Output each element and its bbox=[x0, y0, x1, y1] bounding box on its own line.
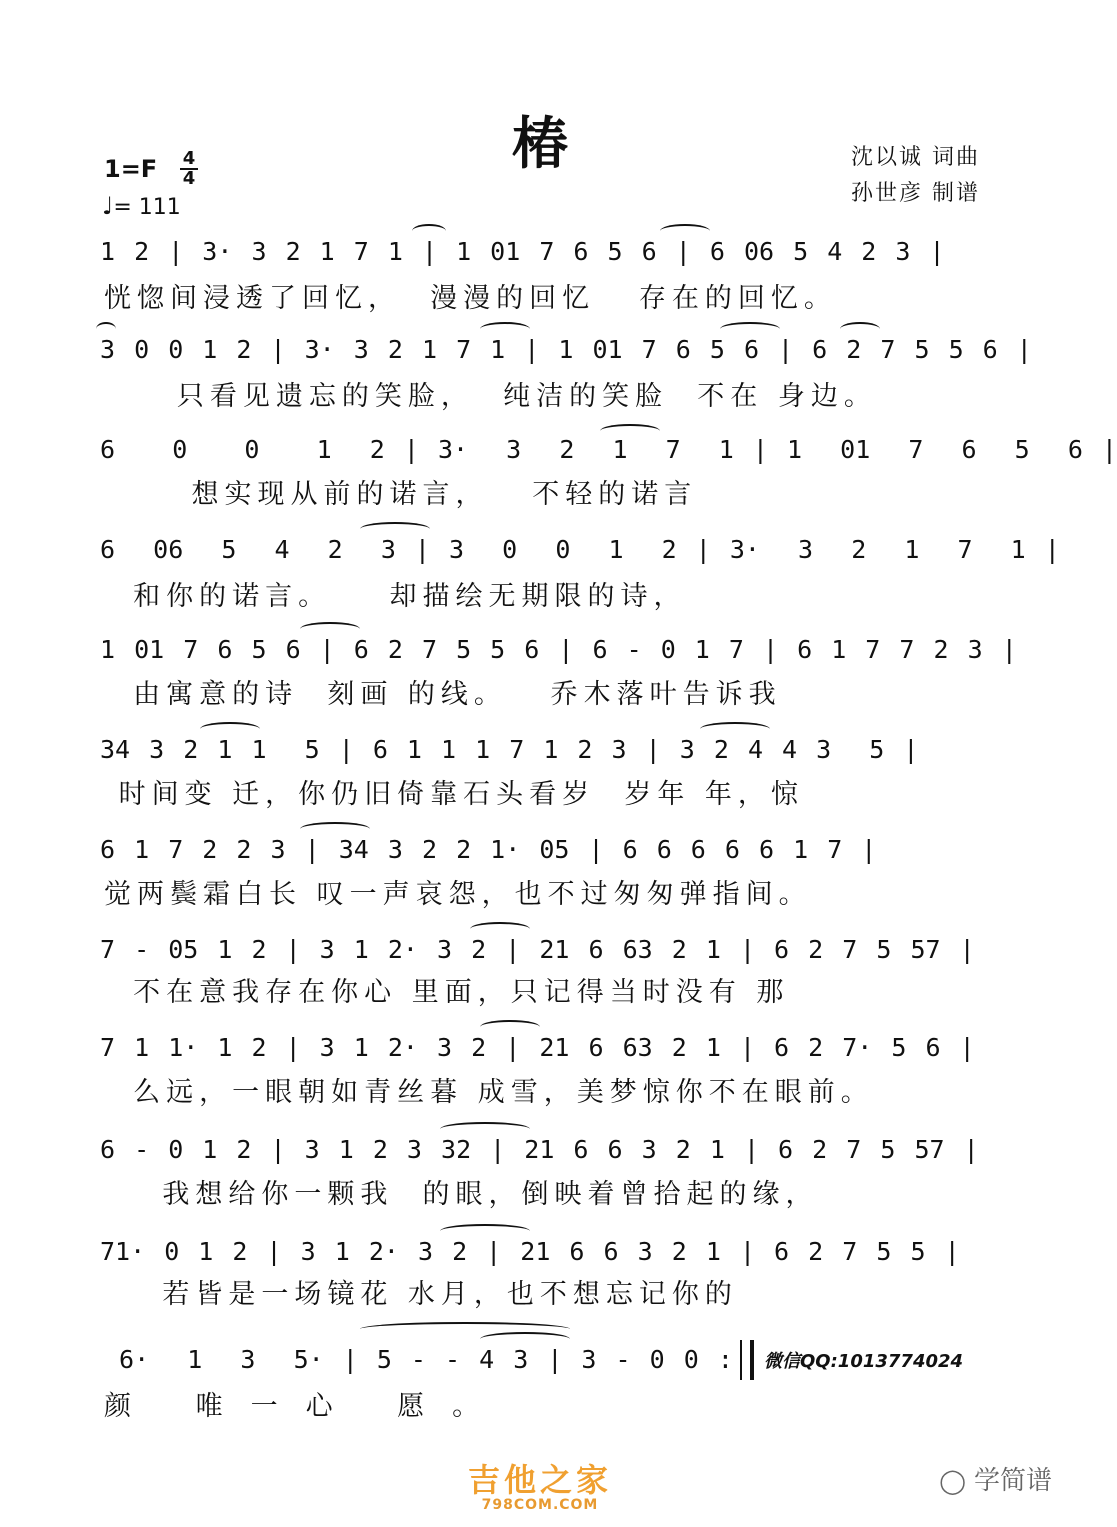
notation-line-12: 6· 1 3 5· | 5 - - 4 3 | 3 - 0 0 : bbox=[100, 1345, 733, 1374]
tie-mark bbox=[300, 622, 360, 636]
tempo-value: = 111 bbox=[113, 195, 181, 220]
notation-line-8: 7 - 05 1 2 | 3 1 2· 3 2 | 21 6 63 2 1 | 6 2 7 5 57 | bbox=[100, 935, 975, 964]
wechat-icon: ◯ bbox=[939, 1467, 966, 1495]
notation-line-2: 3 0 0 1 2 | 3· 3 2 1 7 1 | 1 01 7 6 5 6 | 6 2 7 5 5 6 | bbox=[100, 335, 1032, 364]
tie-mark bbox=[96, 322, 116, 336]
tie-mark bbox=[720, 322, 780, 336]
lyric-line-12: 颜 唯一心 愿。 bbox=[104, 1391, 508, 1422]
tie-mark bbox=[660, 224, 710, 238]
tie-mark bbox=[412, 224, 446, 238]
tie-mark bbox=[700, 722, 770, 736]
tie-mark bbox=[200, 722, 260, 736]
key-signature: 1=F bbox=[104, 155, 158, 183]
tempo-marking bbox=[102, 192, 181, 220]
watermark-account-label: 学简谱 bbox=[973, 1466, 1052, 1496]
tie-mark bbox=[480, 1020, 540, 1034]
lyric-line-10: 我想给你一颗我 的眼，倒映着曾拾起的缘， bbox=[104, 1179, 819, 1210]
lyric-line-3: 想实现从前的诺言， 不轻的诺言 bbox=[104, 479, 698, 510]
watermark-account bbox=[939, 1460, 1052, 1497]
tie-mark bbox=[840, 322, 880, 336]
tie-mark bbox=[600, 424, 660, 438]
watermark-url: 798COM.COM bbox=[481, 1497, 599, 1513]
notation-line-3: 6 0 0 1 2 | 3· 3 2 1 7 1 | 1 01 7 6 5 6 | bbox=[100, 435, 1117, 464]
lyric-line-8: 不在意我存在你心 里面，只记得当时没有 那 bbox=[104, 977, 790, 1008]
tie-mark bbox=[300, 822, 370, 836]
time-signature bbox=[178, 150, 200, 188]
lyric-line-6: 时间变 迁，你仍旧倚靠石头看岁 岁年 年，惊 bbox=[104, 779, 804, 810]
tie-mark bbox=[440, 1224, 530, 1238]
notation-line-9: 7 1 1· 1 2 | 3 1 2· 3 2 | 21 6 63 2 1 | 6 2 7· 5 6 | bbox=[100, 1033, 975, 1062]
credit-lyrics-music: 沈以诚 词曲 bbox=[851, 145, 980, 170]
lyric-line-5: 由寓意的诗 刻画 的线。 乔木落叶告诉我 bbox=[104, 679, 782, 710]
lyric-line-2: 只看见遗忘的笑脸， 纯洁的笑脸 不在 身边。 bbox=[104, 381, 877, 412]
credit-notation: 孙世彦 制谱 bbox=[851, 181, 980, 206]
lyric-line-11: 若皆是一场镜花 水月，也不想忘记你的 bbox=[104, 1279, 738, 1310]
notation-line-4: 6 06 5 4 2 3 | 3 0 0 1 2 | 3· 3 2 1 7 1 | bbox=[100, 535, 1060, 564]
tie-mark bbox=[440, 1122, 530, 1136]
slur-mark bbox=[480, 1332, 570, 1346]
lyric-line-1: 恍惚间浸透了回忆， 漫漫的回忆 存在的回忆。 bbox=[104, 283, 837, 314]
contact-info: 微信QQ:1013774024 bbox=[764, 1351, 964, 1372]
notation-line-7: 6 1 7 2 2 3 | 34 3 2 2 1· 05 | 6 6 6 6 6 1 7 | bbox=[100, 835, 877, 864]
meter-top: 4 bbox=[182, 148, 196, 169]
notation-line-11: 71· 0 1 2 | 3 1 2· 3 2 | 21 6 6 3 2 1 | 6 2 7 5 5 | bbox=[100, 1237, 960, 1266]
quarter-note-icon: ♩ bbox=[102, 192, 114, 220]
lyric-line-7: 觉两鬓霜白长 叹一声哀怨，也不过匆匆弹指间。 bbox=[104, 879, 812, 910]
notation-line-6: 34 3 2 1 1 5 | 6 1 1 1 7 1 2 3 | 3 2 4 4 3 5 | bbox=[100, 735, 919, 764]
notation-line-10: 6 - 0 1 2 | 3 1 2 3 32 | 21 6 6 3 2 1 | 6 2 7 5 57 | bbox=[100, 1135, 979, 1164]
notation-line-1: 1 2 | 3· 3 2 1 7 1 | 1 01 7 6 5 6 | 6 06 5 4 2 3 | bbox=[100, 237, 945, 266]
watermark-site: 吉他之家 bbox=[467, 1461, 612, 1499]
lyric-line-9: 么远，一眼朝如青丝暮 成雪，美梦惊你不在眼前。 bbox=[104, 1077, 874, 1108]
page-title: 椿 bbox=[512, 111, 568, 177]
meter-bottom: 4 bbox=[182, 168, 196, 189]
tie-mark bbox=[480, 322, 530, 336]
lyric-line-4: 和你的诺言。 却描绘无期限的诗， bbox=[104, 581, 687, 612]
tie-mark bbox=[360, 522, 430, 536]
tie-mark bbox=[470, 922, 530, 936]
notation-line-5: 1 01 7 6 5 6 | 6 2 7 5 5 6 | 6 - 0 1 7 | 6 1 7 7 2 3 | bbox=[100, 635, 1017, 664]
final-barline bbox=[740, 1340, 754, 1380]
